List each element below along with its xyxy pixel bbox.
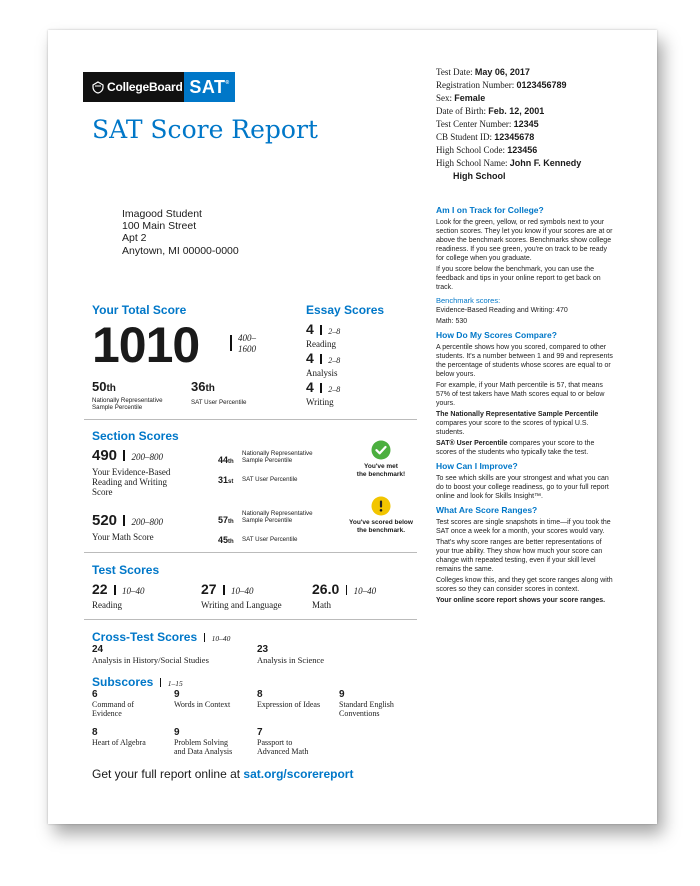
test-score-reading [92, 581, 144, 610]
essay-score-analysis [306, 350, 340, 378]
test-center-value: 12345 [513, 119, 539, 129]
section-range: 200–800 [131, 452, 163, 462]
hs-name-value-cont: High School [453, 171, 506, 181]
cb-id-label: CB Student ID: [436, 132, 493, 142]
essay-range: 2–8 [328, 327, 341, 336]
sidebar-paragraph: To see which skills are your strongest and what you can do to boost your college readiness, go to your full report online and look for Skills Insight™. [436, 475, 609, 500]
test-score-math [312, 581, 376, 610]
sidebar-paragraph: For example, if your Math percentile is 57, that means 57% of test takers have Math scores equal to or below yours. [436, 382, 605, 407]
separator [320, 325, 322, 335]
sidebar-paragraph: Your online score report shows your score ranges. [436, 597, 606, 604]
math-benchmark [340, 496, 422, 535]
ebrw-benchmark [346, 440, 416, 479]
percentile-label: Nationally Representative Sample Percentile [242, 450, 313, 464]
essay-label: Writing [306, 397, 334, 407]
subscore-item: 7 Passport to Advanced Math [257, 727, 337, 756]
total-score-heading: Your Total Score [92, 303, 187, 317]
dob-label: Date of Birth: [436, 106, 486, 116]
address-line: Anytown, MI 00000-0000 [122, 244, 239, 257]
sidebar-heading: What Are Score Ranges? [436, 505, 538, 515]
test-score-writing [201, 581, 282, 610]
divider [84, 619, 417, 620]
subscores-heading: Subscores [92, 675, 154, 689]
score-report-link[interactable]: sat.org/scorereport [243, 767, 354, 781]
range-high: 1600 [238, 344, 256, 354]
score-report-page [48, 30, 657, 824]
collegeboard-wordmark: CollegeBoard [107, 80, 183, 94]
cb-id-value: 12345678 [494, 132, 535, 142]
footer-text: Get your full report online at [92, 767, 244, 781]
separator [230, 335, 232, 351]
essay-score-writing [306, 379, 340, 407]
subscore-item: 8 Expression of Ideas [257, 689, 337, 709]
benchmark-heading: Benchmark scores: [436, 296, 501, 305]
test-range: 10–40 [230, 586, 254, 596]
test-date-label: Test Date: [436, 67, 473, 77]
essay-score: 4 [306, 350, 314, 366]
essay-score: 4 [306, 379, 314, 395]
check-circle-icon [371, 440, 391, 460]
hs-name-value: John F. Kennedy [509, 158, 582, 168]
separator [204, 633, 206, 642]
section-scores-heading: Section Scores [92, 429, 179, 443]
warning-circle-icon [371, 496, 391, 516]
sat-wordmark: SAT [189, 76, 226, 97]
essay-scores-heading: Essay Scores [306, 303, 385, 317]
sidebar-paragraph: compares your score to the scores of typical U.S. students. [436, 420, 589, 436]
percentile-label: SAT User Percentile [242, 535, 298, 543]
mailing-address [122, 208, 239, 257]
separator [320, 354, 322, 364]
benchmark-ebrw: Evidence-Based Reading and Writing: 470 [436, 307, 568, 314]
student-info [436, 66, 651, 183]
dob-value: Feb. 12, 2001 [488, 106, 545, 116]
total-nrs-percentile [92, 378, 163, 411]
test-range: 10–40 [121, 586, 145, 596]
subscore-item: 9 Standard English Conventions [339, 689, 419, 718]
subscore-item: 9 Problem Solving and Data Analysis [174, 727, 254, 756]
total-user-percentile [191, 378, 246, 406]
hs-name-label: High School Name: [436, 158, 508, 168]
sex-value: Female [454, 93, 486, 103]
registration-label: Registration Number: [436, 80, 515, 90]
separator [223, 585, 225, 595]
cross-test-history: 24 Analysis in History/Social Studies [92, 644, 209, 665]
subscore-label: Passport to Advanced Math [257, 738, 309, 756]
section-label: Your Math Score [92, 532, 154, 542]
sidebar-bold-term: The Nationally Representative Sample Percentile [436, 411, 599, 418]
essay-label: Analysis [306, 368, 338, 378]
separator [346, 585, 348, 595]
separator [123, 450, 125, 461]
essay-score-reading [306, 321, 340, 349]
separator [123, 515, 125, 526]
benchmark-met-text: You've met the benchmark! [356, 463, 406, 478]
percentile-label: SAT User Percentile [242, 475, 298, 483]
range-low: 400– [238, 333, 256, 343]
subscore-label: Command of Evidence [92, 700, 134, 718]
hs-code-label: High School Code: [436, 145, 505, 155]
sidebar-paragraph: Look for the green, yellow, or red symbols next to your section scores. They let you know if your scores are at or above the benchmark scores. Benchmarks show college readiness. If you see green, you're on track to be ready for college when you graduate. [436, 219, 613, 262]
total-score-value: 1010 [92, 317, 200, 373]
percentile-number: 50 [92, 379, 107, 394]
sidebar-paragraph: If you score below the benchmark, you can use the feedback and tips in your online report to get back on track. [436, 266, 601, 291]
registration-value: 0123456789 [516, 80, 567, 90]
benchmark-below-text: You've scored below the benchmark. [349, 519, 413, 534]
cross-test-heading: Cross-Test Scores [92, 630, 198, 644]
test-scores-heading: Test Scores [92, 563, 160, 577]
divider [84, 552, 417, 553]
address-line: 100 Main Street [122, 220, 197, 233]
percentile-label: SAT User Percentile [191, 399, 247, 406]
sat-logo: SAT ® [184, 72, 235, 102]
section-range: 200–800 [131, 517, 163, 527]
subscore-item: 9 Words in Context [174, 689, 254, 709]
section-score: 490 [92, 447, 118, 464]
sidebar-paragraph: Colleges know this, and they get score ranges along with scores so they can consider scores in context. [436, 577, 613, 593]
test-center-label: Test Center Number: [436, 119, 512, 129]
sidebar-heading: Am I on Track for College? [436, 205, 544, 215]
subscore-item: 6 Command of Evidence [92, 689, 172, 718]
essay-score: 4 [306, 321, 314, 337]
sidebar-heading: How Do My Scores Compare? [436, 330, 557, 340]
benchmark-math: Math: 530 [436, 318, 468, 325]
separator [114, 585, 116, 595]
cross-test-label: Analysis in Science [257, 655, 325, 665]
cross-test-range: 10–40 [211, 634, 231, 643]
sidebar-paragraph: Test scores are single snapshots in time—if you took the SAT once a week for a month, your scores would vary. [436, 519, 611, 535]
test-score: 27 [201, 581, 217, 597]
address-line: Apt 2 [122, 232, 147, 245]
hs-code-value: 123456 [507, 145, 538, 155]
test-label: Writing and Language [201, 600, 282, 610]
percentile-label: Nationally Representative Sample Percentile [242, 510, 313, 524]
subscore-label: Problem Solving and Data Analysis [174, 738, 233, 756]
address-line: Imagood Student [122, 208, 202, 220]
math-score [92, 512, 163, 542]
cross-test-label: Analysis in History/Social Studies [92, 655, 209, 665]
acorn-icon [92, 81, 104, 94]
sex-label: Sex: [436, 93, 453, 103]
collegeboard-logo [83, 72, 184, 102]
percentile-label: Nationally Representative Sample Percentile [92, 397, 163, 411]
math-percentiles: 57th Nationally Representative Sample Percentile 45th SAT User Percentile [218, 510, 313, 545]
section-score: 520 [92, 512, 118, 529]
section-label: Your Evidence-Based Reading and Writing Score [92, 467, 171, 497]
cross-test-science: 23 Analysis in Science [257, 644, 325, 665]
essay-range: 2–8 [328, 385, 341, 394]
test-label: Math [312, 600, 331, 610]
subscore-label: Heart of Algebra [92, 738, 146, 747]
subscore-label: Words in Context [174, 700, 231, 709]
ebrw-percentiles: 44th Nationally Representative Sample Percentile 31st SAT User Percentile [218, 450, 313, 485]
test-score: 22 [92, 581, 108, 597]
test-date-value: May 06, 2017 [474, 67, 530, 77]
divider [84, 419, 417, 420]
sidebar-bold-term: SAT® User Percentile [436, 440, 508, 447]
test-range: 10–40 [353, 586, 377, 596]
subscore-item: 8 Heart of Algebra [92, 727, 172, 747]
test-score: 26.0 [312, 581, 340, 597]
sidebar-paragraph: That's why score ranges are better representations of your true ability. They show how much your score can change with repeated testing, even if your skill level remains the same. [436, 539, 603, 573]
test-label: Reading [92, 600, 122, 610]
percentile-suffix: th [106, 383, 116, 394]
collegeboard-sat-logo [83, 72, 235, 102]
guidance-sidebar [436, 205, 616, 605]
footer-cta [92, 767, 353, 781]
percentile-suffix: th [205, 383, 215, 394]
sidebar-paragraph: A percentile shows how you scored, compared to other students. It's a number between 1 and 99 and represents the percentage of students whose scores are equal to or below yours. [436, 344, 613, 378]
separator [160, 678, 162, 687]
subscore-label: Standard English Conventions [339, 700, 394, 718]
percentile-number: 36 [191, 379, 206, 394]
ebrw-score [92, 447, 170, 497]
sidebar-paragraph: compares your score to the scores of the students who typically take the test. [436, 440, 595, 456]
subscore-label: Expression of Ideas [257, 700, 321, 709]
separator [320, 383, 322, 393]
essay-label: Reading [306, 339, 336, 349]
page-title: SAT Score Report [92, 115, 318, 144]
total-score-range [238, 333, 256, 355]
sidebar-heading: How Can I Improve? [436, 461, 518, 471]
essay-range: 2–8 [328, 356, 341, 365]
subscores-range: 1–15 [167, 679, 183, 688]
